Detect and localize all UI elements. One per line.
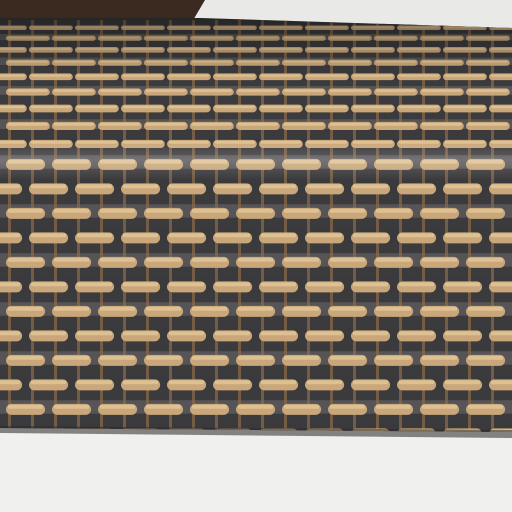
strand-chip-highlight xyxy=(0,184,20,188)
strand-chip-highlight xyxy=(422,89,462,92)
strand-chip-highlight xyxy=(399,380,434,384)
top-shading xyxy=(0,18,512,78)
strand-chip-highlight xyxy=(54,307,89,311)
strand-chip-highlight xyxy=(307,380,342,384)
edge-highlight xyxy=(0,140,512,180)
strand-chip-highlight xyxy=(353,282,388,286)
strand-chip-highlight xyxy=(491,106,512,109)
strand-chip-highlight xyxy=(8,307,43,311)
strand-chip-highlight xyxy=(123,380,158,384)
vertical-strand xyxy=(445,20,448,440)
strand-chip-highlight xyxy=(238,356,273,360)
vertical-strand xyxy=(31,20,34,440)
strand-chip-highlight xyxy=(284,405,319,409)
strand-chip-highlight xyxy=(399,282,434,286)
strand-chip-highlight xyxy=(192,209,227,213)
vertical-strand xyxy=(146,20,149,440)
vertical-strand xyxy=(77,20,80,440)
strand-chip-highlight xyxy=(192,258,227,262)
vertical-strand xyxy=(215,20,218,440)
strand-chip-highlight xyxy=(215,380,250,384)
strand-chip-highlight xyxy=(468,356,503,360)
strand-chip-highlight xyxy=(77,282,112,286)
strand-chip-highlight xyxy=(146,123,186,126)
strand-chip-highlight xyxy=(54,209,89,213)
strand-chip-highlight xyxy=(146,405,181,409)
vertical-strand xyxy=(123,20,126,440)
strand-chip-highlight xyxy=(146,209,181,213)
strand-chip-highlight xyxy=(491,184,512,188)
strand-chip-highlight xyxy=(491,380,512,384)
strand-chip-highlight xyxy=(169,331,204,335)
strand-chip-highlight xyxy=(169,380,204,384)
strand-chip-highlight xyxy=(8,258,43,262)
strand-chip-highlight xyxy=(399,331,434,335)
strand-chip-highlight xyxy=(422,209,457,213)
strand-chip-highlight xyxy=(468,89,508,92)
strand-chip-highlight xyxy=(238,89,278,92)
strand-chip-highlight xyxy=(100,89,140,92)
vertical-strand xyxy=(261,20,264,440)
strand-chip-highlight xyxy=(399,184,434,188)
strand-chip-highlight xyxy=(468,405,503,409)
strand-chip-highlight xyxy=(330,258,365,262)
strand-chip-highlight xyxy=(353,233,388,237)
strand-chip-highlight xyxy=(54,405,89,409)
strand-chip-highlight xyxy=(8,405,43,409)
strand-chip-highlight xyxy=(445,282,480,286)
weave-rows xyxy=(0,24,512,438)
vertical-strand xyxy=(399,20,402,440)
strand-chip-highlight xyxy=(491,331,512,335)
strand-chip-highlight xyxy=(8,89,48,92)
strand-chip-highlight xyxy=(261,331,296,335)
vertical-strand xyxy=(238,20,241,440)
strand-chip-highlight xyxy=(468,209,503,213)
strand-chip-highlight xyxy=(445,233,480,237)
strand-chip-highlight xyxy=(284,258,319,262)
strand-chip-highlight xyxy=(215,233,250,237)
vertical-strand xyxy=(422,20,425,440)
strand-chip-highlight xyxy=(192,356,227,360)
strand-chip-highlight xyxy=(100,209,135,213)
strand-chip-highlight xyxy=(169,184,204,188)
strand-chip-highlight xyxy=(330,307,365,311)
vertical-strand xyxy=(491,20,494,440)
strand-chip-highlight xyxy=(284,123,324,126)
strand-chip-highlight xyxy=(376,258,411,262)
strand-chip-highlight xyxy=(399,106,439,109)
strand-chip-highlight xyxy=(284,89,324,92)
strand-chip-highlight xyxy=(0,106,25,109)
strand-chip-highlight xyxy=(31,331,66,335)
strand-chip-highlight xyxy=(54,356,89,360)
strand-chip-highlight xyxy=(376,89,416,92)
strand-chip-highlight xyxy=(491,233,512,237)
strand-chip-highlight xyxy=(8,123,48,126)
strand-chip-highlight xyxy=(215,331,250,335)
strand-chip-highlight xyxy=(215,282,250,286)
strand-chip-highlight xyxy=(31,233,66,237)
strand-chip-highlight xyxy=(0,282,20,286)
strand-chip-highlight xyxy=(376,209,411,213)
vertical-strand xyxy=(192,20,195,440)
strand-chip-highlight xyxy=(422,356,457,360)
strand-chip-highlight xyxy=(54,123,94,126)
vertical-strand xyxy=(54,20,57,440)
strand-chip-highlight xyxy=(353,184,388,188)
strand-chip-highlight xyxy=(100,405,135,409)
strand-chip-highlight xyxy=(0,380,20,384)
strand-chip-highlight xyxy=(146,89,186,92)
strand-chip-highlight xyxy=(422,258,457,262)
strand-chip-highlight xyxy=(238,307,273,311)
strand-chip-highlight xyxy=(445,184,480,188)
strand-chip-highlight xyxy=(77,106,117,109)
strand-chip-highlight xyxy=(376,405,411,409)
strand-chip-highlight xyxy=(284,209,319,213)
strand-chip-highlight xyxy=(215,106,255,109)
strand-chip-highlight xyxy=(77,331,112,335)
strand-chip-highlight xyxy=(0,233,20,237)
strand-chip-highlight xyxy=(238,405,273,409)
floor xyxy=(0,428,512,512)
strand-chip-highlight xyxy=(123,184,158,188)
strand-chip-highlight xyxy=(238,123,278,126)
strand-chip-highlight xyxy=(468,258,503,262)
strand-chip-highlight xyxy=(261,106,301,109)
strand-chip-highlight xyxy=(284,356,319,360)
strand-chip-highlight xyxy=(491,282,512,286)
strand-chip-highlight xyxy=(31,380,66,384)
strand-chip-highlight xyxy=(307,184,342,188)
strand-chip-highlight xyxy=(445,380,480,384)
strand-chip-highlight xyxy=(8,209,43,213)
strand-chip-highlight xyxy=(468,123,508,126)
strand-chip-highlight xyxy=(284,307,319,311)
strand-chip-highlight xyxy=(468,307,503,311)
strand-chip-highlight xyxy=(261,233,296,237)
strand-chip-highlight xyxy=(330,405,365,409)
strand-chip-highlight xyxy=(353,331,388,335)
strand-chip-highlight xyxy=(146,356,181,360)
vertical-strand xyxy=(8,20,11,440)
strand-chip-highlight xyxy=(445,106,485,109)
strand-chip-highlight xyxy=(376,356,411,360)
strand-chip-highlight xyxy=(238,258,273,262)
strand-chip-highlight xyxy=(422,123,462,126)
strand-chip-highlight xyxy=(123,282,158,286)
strand-chip-highlight xyxy=(100,307,135,311)
strand-chip-highlight xyxy=(307,331,342,335)
strand-chip-highlight xyxy=(100,356,135,360)
strand-chip-highlight xyxy=(192,89,232,92)
vertical-strand xyxy=(353,20,356,440)
strand-chip-highlight xyxy=(0,331,20,335)
strand-chip-highlight xyxy=(261,184,296,188)
strand-chip-highlight xyxy=(353,380,388,384)
strand-chip-highlight xyxy=(169,106,209,109)
strand-chip-highlight xyxy=(261,380,296,384)
strand-chip-highlight xyxy=(77,380,112,384)
strand-chip-highlight xyxy=(330,89,370,92)
strand-chip-highlight xyxy=(146,307,181,311)
strand-chip-highlight xyxy=(54,89,94,92)
vertical-strand xyxy=(307,20,310,440)
strand-chip-highlight xyxy=(422,307,457,311)
strand-chip-highlight xyxy=(192,307,227,311)
strand-chip-highlight xyxy=(146,258,181,262)
vertical-strand xyxy=(169,20,172,440)
strand-chip-highlight xyxy=(123,331,158,335)
strand-chip-highlight xyxy=(445,331,480,335)
strand-chip-highlight xyxy=(376,123,416,126)
strand-chip-highlight xyxy=(376,307,411,311)
strand-chip-highlight xyxy=(77,184,112,188)
strand-chip-highlight xyxy=(192,405,227,409)
strand-chip-highlight xyxy=(238,209,273,213)
strand-chip-highlight xyxy=(100,123,140,126)
strand-chip-highlight xyxy=(77,233,112,237)
strand-chip-highlight xyxy=(261,282,296,286)
strand-chip-highlight xyxy=(192,123,232,126)
strand-chip-highlight xyxy=(169,282,204,286)
strand-chip-highlight xyxy=(31,106,71,109)
strand-chip-highlight xyxy=(54,258,89,262)
strand-chip-highlight xyxy=(215,184,250,188)
strand-chip-highlight xyxy=(123,106,163,109)
strand-chip-highlight xyxy=(422,405,457,409)
strand-chip-highlight xyxy=(31,184,66,188)
strand-chip-highlight xyxy=(307,233,342,237)
strand-chip-highlight xyxy=(330,123,370,126)
strand-chip-highlight xyxy=(307,106,347,109)
vertical-strand xyxy=(100,20,103,440)
vertical-strand xyxy=(284,20,287,440)
strand-chip-highlight xyxy=(123,233,158,237)
vertical-strand xyxy=(376,20,379,440)
strand-chip-highlight xyxy=(353,106,393,109)
strand-chip-highlight xyxy=(31,282,66,286)
strand-chip-highlight xyxy=(307,282,342,286)
vertical-strand xyxy=(330,20,333,440)
strand-chip-highlight xyxy=(100,258,135,262)
strand-chip-highlight xyxy=(399,233,434,237)
strand-chip-highlight xyxy=(330,209,365,213)
strand-chip-highlight xyxy=(8,356,43,360)
strand-chip-highlight xyxy=(169,233,204,237)
vertical-strand xyxy=(468,20,471,440)
strand-chip-highlight xyxy=(330,356,365,360)
